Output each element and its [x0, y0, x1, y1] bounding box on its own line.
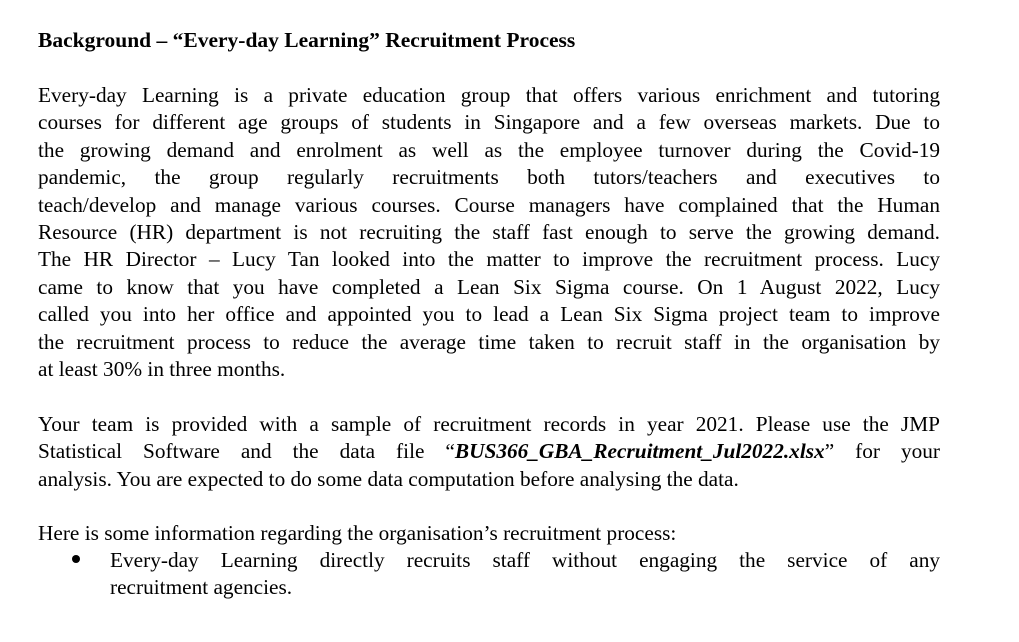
paragraph-line: came to know that you have completed a Lean Six Sigma course. On 1 August 2022, Lucy	[38, 274, 940, 299]
paragraph-line: pandemic, the group regularly recruitments both tutors/teachers and executives to	[38, 165, 940, 190]
line-text-after: ” for your	[824, 439, 940, 464]
paragraph-line-with-filename	[38, 438, 940, 465]
line-text-before: Statistical Software and the data file “	[38, 439, 455, 464]
list-item	[38, 547, 940, 602]
process-info-intro	[38, 520, 940, 547]
paragraph-line: The HR Director – Lucy Tan looked into the matter to improve the recruitment process. Lucy	[38, 247, 940, 272]
list-item-line: Every-day Learning directly recruits staff without engaging the service of any	[110, 548, 940, 572]
background-paragraph	[38, 82, 940, 383]
paragraph-line: Every-day Learning is a private education group that offers various enrichment and tutoring	[38, 83, 940, 107]
paragraph-line: called you into her office and appointed you to lead a Lean Six Sigma project team to improve	[38, 302, 940, 327]
section-heading: Background – “Every-day Learning” Recruitment Process	[38, 28, 576, 52]
paragraph-line: courses for different age groups of students in Singapore and a few overseas markets. Due to	[38, 110, 940, 135]
paragraph-line: Resource (HR) department is not recruiting the staff fast enough to serve the growing demand.	[38, 219, 940, 244]
paragraph-line: teach/develop and manage various courses. Course managers have complained that the Human	[38, 192, 940, 217]
paragraph-line: analysis. You are expected to do some data computation before analysing the data.	[38, 466, 739, 491]
paragraph-line: the recruitment process to reduce the average time taken to recruit staff in the organisation by	[38, 329, 940, 354]
paragraph-line: Here is some information regarding the organisation’s recruitment process:	[38, 521, 677, 545]
paragraph-line: at least 30% in three months.	[38, 356, 286, 381]
bullet-icon	[72, 555, 80, 563]
paragraph-line: the growing demand and enrolment as well as the employee turnover during the Covid-19	[38, 137, 940, 162]
data-instructions-paragraph	[38, 411, 940, 493]
list-item-line: recruitment agencies.	[110, 575, 293, 600]
paragraph-line: Your team is provided with a sample of recruitment records in year 2021. Please use the JMP	[38, 412, 940, 436]
data-file-name: BUS366_GBA_Recruitment_Jul2022.xlsx	[454, 439, 825, 464]
process-info-list	[38, 547, 940, 602]
